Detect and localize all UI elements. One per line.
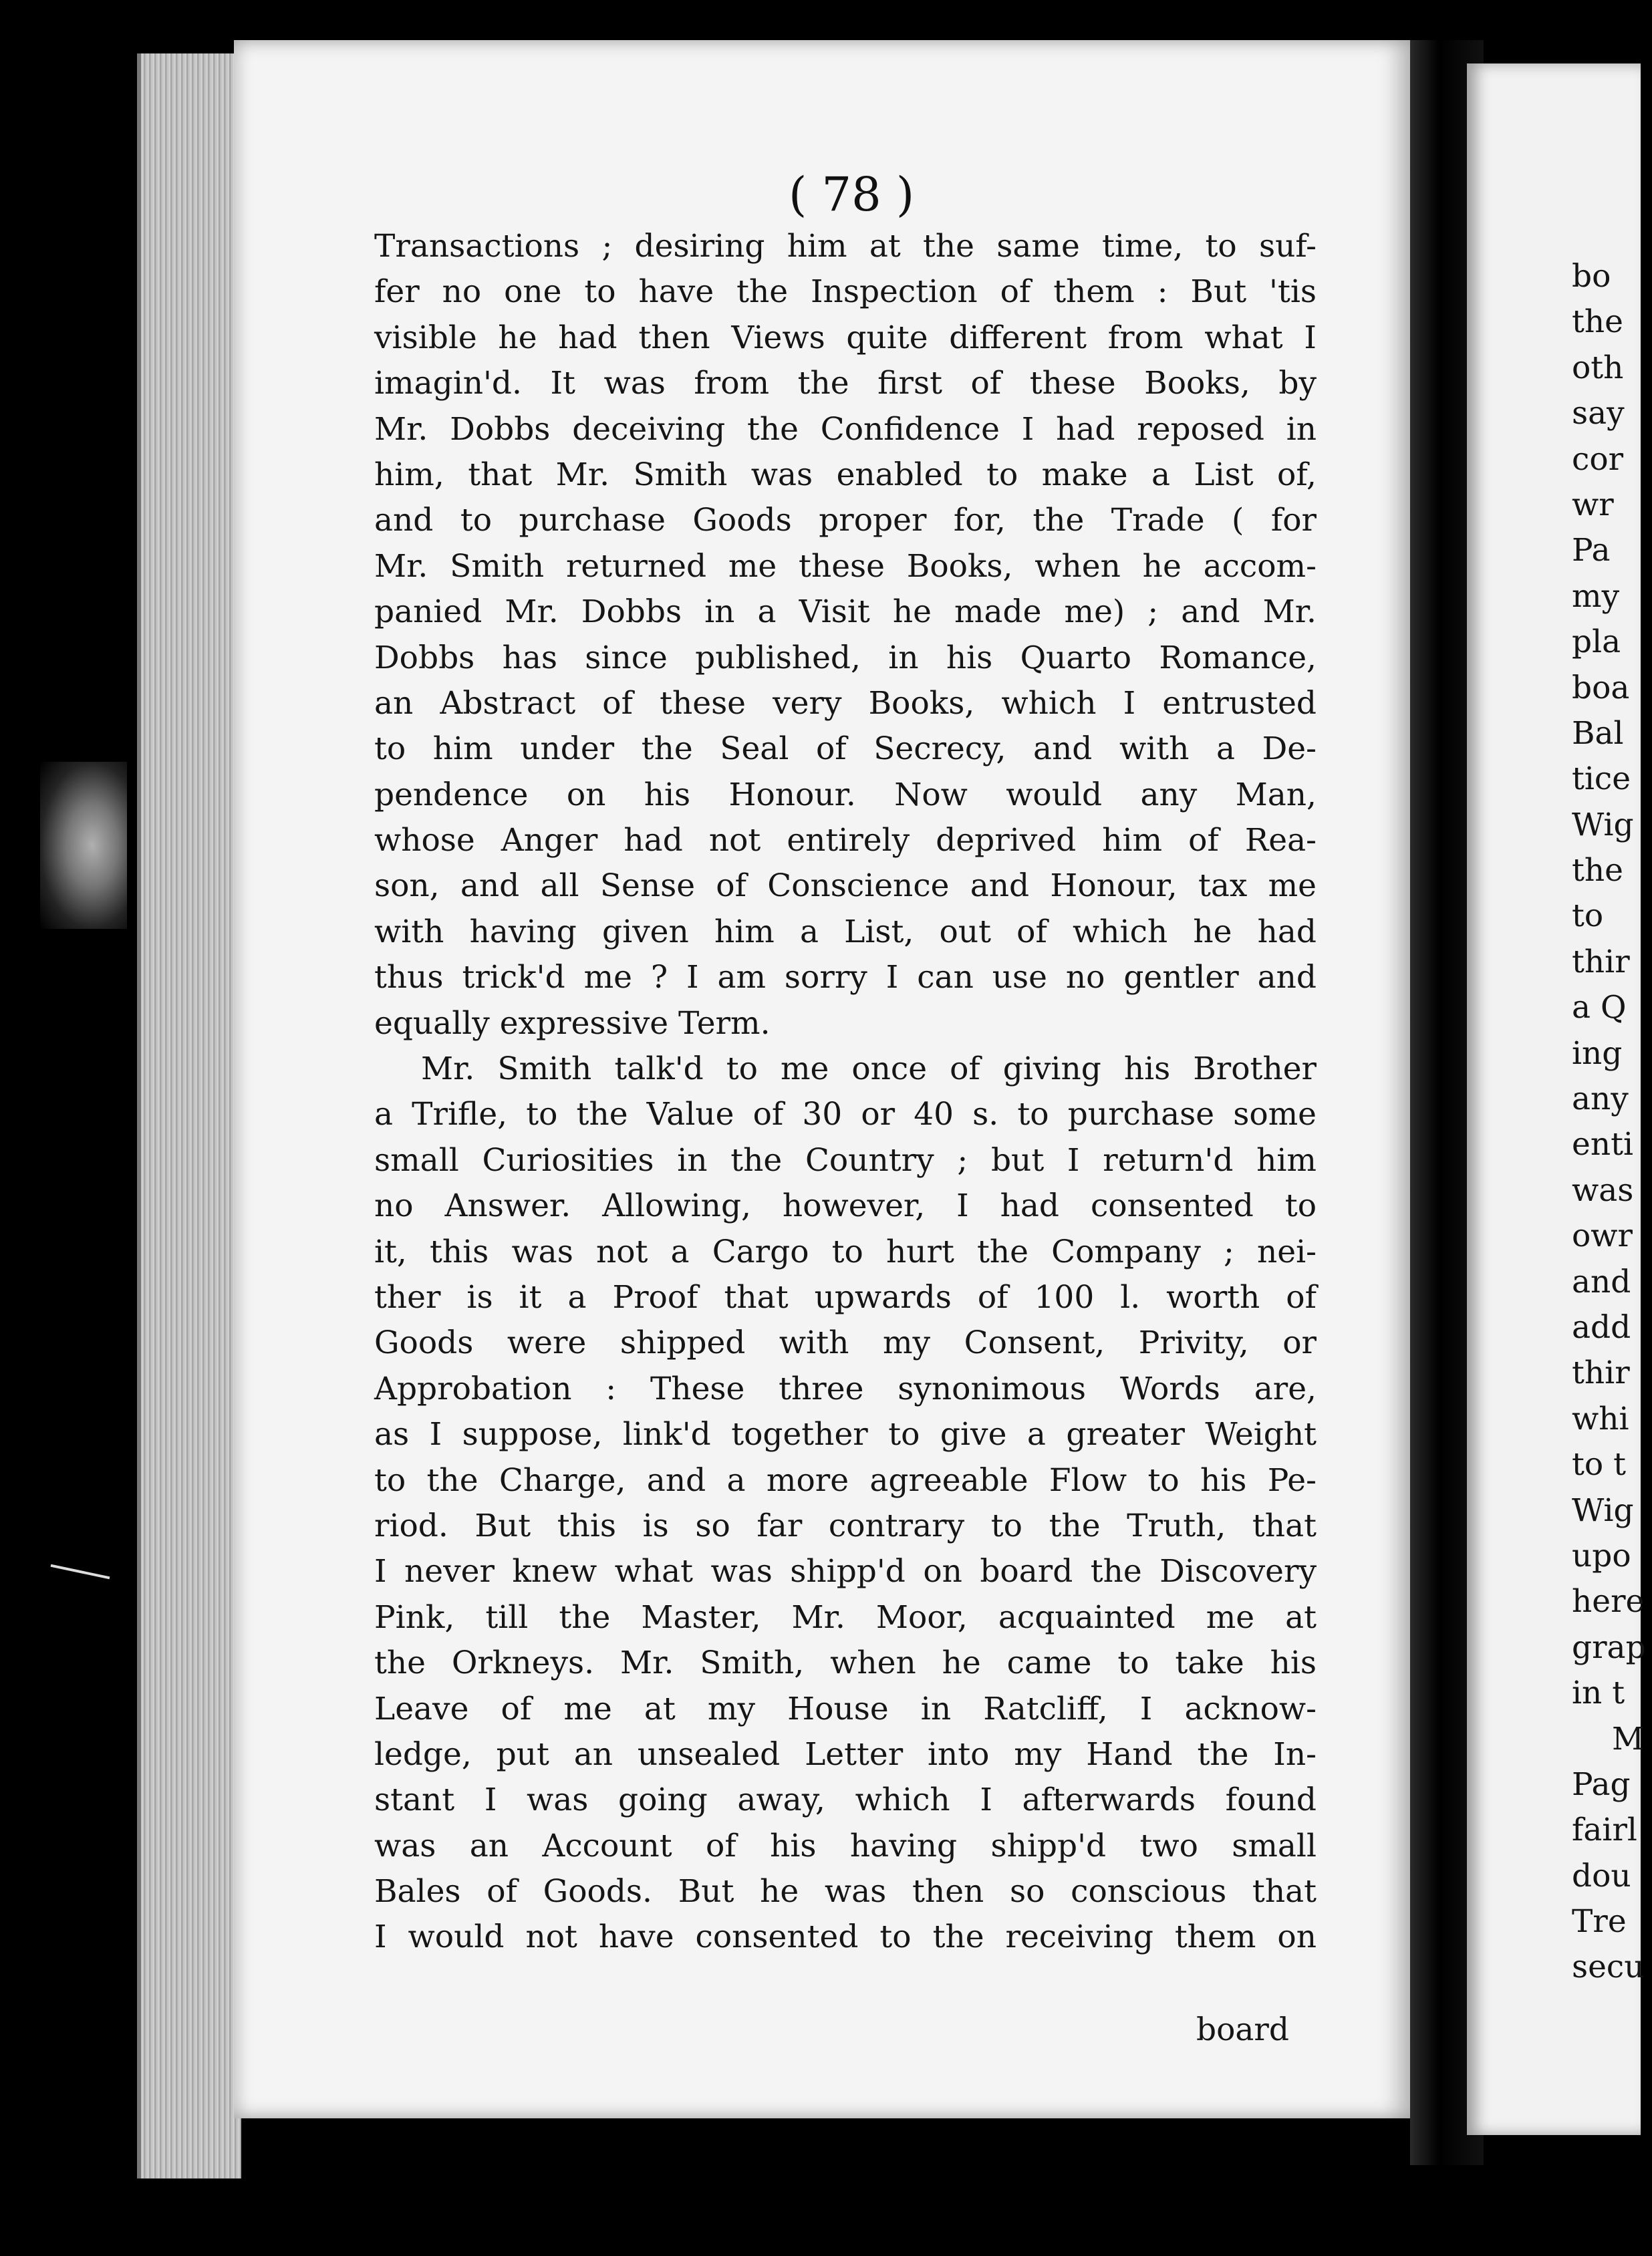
facing-line-fragment: ing	[1572, 1034, 1623, 1072]
facing-line-fragment: whi	[1572, 1400, 1629, 1437]
text-line: Goods were shipped with my Consent, Privity, or	[374, 1324, 1317, 1362]
text-line: whose Anger had not entirely deprived him of Rea-	[374, 822, 1317, 859]
facing-line-fragment: to t	[1572, 1446, 1627, 1484]
text-line: and to purchase Goods proper for, the Trade ( for	[374, 502, 1317, 539]
facing-line-fragment: Bal	[1572, 714, 1624, 752]
text-line: with having given him a List, out of which he had	[374, 913, 1317, 950]
text-line: to the Charge, and a more agreeable Flow to his Pe-	[374, 1461, 1317, 1499]
text-line: Mr. Smith talk'd to me once of giving his Brother	[421, 1050, 1317, 1088]
text-line: Pink, till the Master, Mr. Moor, acquainted me at	[374, 1598, 1317, 1636]
text-line: I would not have consented to the receiving them on	[374, 1919, 1317, 1956]
facing-line-fragment: dou	[1572, 1857, 1631, 1894]
facing-line-fragment: pla	[1572, 623, 1621, 661]
text-line: thus trick'd me ? I am sorry I can use no gentler and	[374, 959, 1317, 996]
text-line: to him under the Seal of Secrecy, and with a De-	[374, 730, 1317, 768]
text-line: I never knew what was shipp'd on board the Discovery	[374, 1553, 1317, 1590]
facing-line-fragment: secu	[1572, 1949, 1645, 1986]
facing-line-fragment: grap	[1572, 1629, 1646, 1666]
catchword: board	[1196, 2011, 1289, 2048]
text-line: him, that Mr. Smith was enabled to make a List of,	[374, 456, 1317, 493]
facing-line-fragment: boa	[1572, 669, 1630, 706]
facing-line-fragment: in t	[1572, 1675, 1625, 1712]
facing-line-fragment: was	[1572, 1171, 1634, 1209]
text-line: an Abstract of these very Books, which I entrusted	[374, 684, 1317, 722]
page-edges	[137, 53, 241, 2178]
facing-line-fragment: Pa	[1572, 532, 1611, 569]
text-line: panied Mr. Dobbs in a Visit he made me) ; and Mr.	[374, 593, 1317, 631]
facing-line-fragment: upo	[1572, 1537, 1631, 1574]
text-line: pendence on his Honour. Now would any Man,	[374, 776, 1317, 813]
text-line: stant I was going away, which I afterwards found	[374, 1782, 1317, 1819]
facing-line-fragment: owr	[1572, 1218, 1633, 1255]
torn-paper-fragment	[40, 762, 127, 929]
text-line: Transactions ; desiring him at the same time, to suf-	[374, 228, 1317, 265]
text-line: Bales of Goods. But he was then so conscious that	[374, 1873, 1317, 1911]
text-line: no Answer. Allowing, however, I had consented to	[374, 1187, 1317, 1225]
facing-line-fragment: my	[1572, 577, 1620, 615]
facing-line-fragment: here	[1572, 1583, 1645, 1620]
facing-line-fragment: Pag	[1572, 1766, 1631, 1803]
text-line: riod. But this is so far contrary to the Truth, that	[374, 1507, 1317, 1544]
text-line: son, and all Sense of Conscience and Honour, tax me	[374, 867, 1317, 905]
facing-line-fragment: say	[1572, 395, 1625, 432]
text-line: as I suppose, link'd together to give a greater Weight	[374, 1416, 1317, 1453]
facing-line-fragment: tice	[1572, 760, 1631, 798]
facing-line-fragment: wr	[1572, 486, 1614, 523]
page-body-text	[374, 224, 1317, 1961]
text-line: equally expressive Term.	[374, 1004, 771, 1042]
text-line: the Orkneys. Mr. Smith, when he came to take his	[374, 1645, 1317, 1682]
facing-line-fragment: add	[1572, 1308, 1631, 1346]
text-line: visible he had then Views quite different from what I	[374, 319, 1317, 356]
facing-line-fragment: fairl	[1572, 1812, 1637, 1849]
facing-line-fragment: to	[1572, 897, 1604, 935]
text-line: it, this was not a Cargo to hurt the Company ; nei-	[374, 1233, 1317, 1270]
text-line: Mr. Dobbs deceiving the Confidence I had reposed in	[374, 410, 1317, 448]
facing-line-fragment: a Q	[1572, 989, 1627, 1026]
facing-line-fragment: oth	[1572, 349, 1624, 386]
facing-line-fragment: bo	[1572, 258, 1611, 295]
text-line: ther is it a Proof that upwards of 100 l. worth of	[374, 1278, 1317, 1316]
text-line: Dobbs has since published, in his Quarto Romance,	[374, 639, 1317, 676]
facing-line-fragment: Tre	[1572, 1903, 1627, 1941]
text-line: was an Account of his having shipp'd two small	[374, 1827, 1317, 1864]
facing-line-fragment: cor	[1572, 440, 1624, 478]
stray-thread	[51, 1564, 110, 1580]
text-line: Leave of me at my House in Ratcliff, I acknow-	[374, 1690, 1317, 1727]
facing-line-fragment: and	[1572, 1263, 1631, 1300]
facing-line-fragment: any	[1572, 1081, 1629, 1118]
facing-line-fragment: thir	[1572, 1355, 1630, 1392]
text-line: ledge, put an unsealed Letter into my Hand the In-	[374, 1735, 1317, 1773]
text-line: fer no one to have the Inspection of them : But 'tis	[374, 273, 1317, 311]
facing-page-text	[1572, 254, 1652, 1991]
page-number: ( 78 )	[789, 167, 915, 222]
text-line: imagin'd. It was from the first of these Books, by	[374, 365, 1317, 402]
facing-line-fragment: Wig	[1572, 1492, 1634, 1529]
facing-line-fragment: the	[1572, 303, 1623, 341]
facing-line-fragment: Wig	[1572, 806, 1634, 843]
facing-line-fragment: thir	[1572, 943, 1630, 980]
text-line: a Trifle, to the Value of 30 or 40 s. to purchase some	[374, 1096, 1317, 1133]
facing-line-fragment: M	[1612, 1720, 1645, 1757]
text-line: Approbation : These three synonimous Words are,	[374, 1370, 1317, 1407]
facing-line-fragment: the	[1572, 852, 1623, 889]
text-line: Mr. Smith returned me these Books, when he accom-	[374, 547, 1317, 585]
facing-line-fragment: enti	[1572, 1126, 1634, 1163]
text-line: small Curiosities in the Country ; but I return'd him	[374, 1141, 1317, 1179]
